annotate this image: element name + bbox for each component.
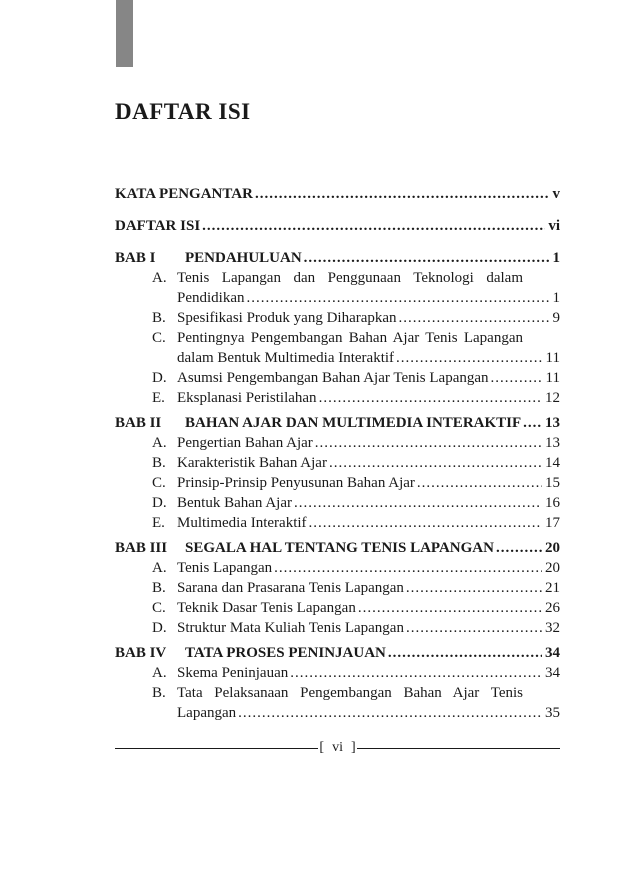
chapter-heading: [115, 248, 560, 268]
accent-bar: [116, 0, 133, 67]
dot-leader: [329, 453, 542, 473]
item-letter: A.: [152, 560, 167, 576]
item-last-line: [177, 288, 560, 308]
toc-sub-item: [115, 683, 560, 723]
item-content: [177, 493, 560, 513]
chapter-title: TATA PROSES PENINJAUAN: [185, 645, 386, 661]
dot-leader: [388, 643, 542, 663]
chapter-heading: [115, 538, 560, 558]
toc-sub-item: [115, 493, 560, 513]
item-letter: C.: [152, 600, 166, 616]
item-content: [177, 663, 560, 683]
page-number: 20: [545, 540, 560, 556]
page-number: 14: [545, 455, 560, 471]
dot-leader: [294, 493, 542, 513]
dot-leader: [399, 308, 550, 328]
item-letter: D.: [152, 620, 167, 636]
toc: [115, 184, 560, 723]
item-last-line: [177, 558, 560, 578]
page-number: 34: [545, 645, 560, 661]
item-last-line: [177, 433, 560, 453]
item-wrap-line: Pentingnya Pengembangan Bahan Ajar Tenis Lapangan: [177, 330, 523, 346]
item-text: Multimedia Interaktif: [177, 515, 307, 531]
toc-sub-item: [115, 268, 560, 308]
page-number: 35: [545, 705, 560, 721]
chapter-title-row: [185, 413, 560, 433]
item-wrap-line: Tenis Lapangan dan Penggunaan Teknologi dalam: [177, 270, 523, 286]
item-text: Struktur Mata Kuliah Tenis Lapangan: [177, 620, 404, 636]
item-content: [177, 473, 560, 493]
toc-sub-item: [115, 513, 560, 533]
item-text: Prinsip-Prinsip Penyusunan Bahan Ajar: [177, 475, 415, 491]
toc-sub-item: [115, 453, 560, 473]
footer-page-number: vi: [332, 740, 343, 755]
item-last-line: [177, 703, 560, 723]
item-letter: E.: [152, 515, 165, 531]
dot-leader: [417, 473, 542, 493]
item-letter: B.: [152, 685, 166, 701]
footer-rule-right: [357, 748, 560, 749]
item-wrap-line: Tata Pelaksanaan Pengembangan Bahan Ajar Tenis: [177, 685, 523, 701]
toc-chapter: [115, 248, 560, 408]
chapter-label: BAB I: [115, 250, 156, 266]
toc-entry-front: [115, 184, 560, 204]
item-letter: E.: [152, 390, 165, 406]
page-number: 34: [545, 665, 560, 681]
toc-sub-item: [115, 388, 560, 408]
toc-chapter: [115, 538, 560, 638]
page-number: 12: [545, 390, 560, 406]
item-letter: B.: [152, 455, 166, 471]
page-number: 26: [545, 600, 560, 616]
page-number: 21: [545, 580, 560, 596]
toc-sub-item: [115, 368, 560, 388]
item-content: [177, 513, 560, 533]
chapter-title-row: [185, 538, 560, 558]
item-content: [177, 328, 560, 368]
dot-leader: [274, 558, 542, 578]
item-letter: C.: [152, 330, 166, 346]
item-text: Skema Peninjauan: [177, 665, 289, 681]
item-last-line: [177, 578, 560, 598]
chapter-label: BAB II: [115, 415, 162, 431]
dot-leader: [358, 598, 542, 618]
item-content: [177, 433, 560, 453]
dot-leader: [406, 578, 542, 598]
toc-chapter: [115, 413, 560, 533]
toc-sub-item: [115, 663, 560, 683]
page-number: 13: [545, 435, 560, 451]
item-letter: A.: [152, 270, 167, 286]
toc-sub-item: [115, 558, 560, 578]
item-last-line: [177, 348, 560, 368]
item-text: Sarana dan Prasarana Tenis Lapangan: [177, 580, 404, 596]
page-number: 9: [552, 310, 560, 326]
dot-leader: [523, 413, 542, 433]
item-last-line: [177, 473, 560, 493]
item-last-line: [177, 618, 560, 638]
item-text: Pendidikan: [177, 290, 245, 306]
item-text: Karakteristik Bahan Ajar: [177, 455, 327, 471]
item-text: Pengertian Bahan Ajar: [177, 435, 313, 451]
item-content: [177, 578, 560, 598]
page-number: 11: [545, 370, 560, 386]
footer-bracket-left: [: [319, 740, 325, 755]
item-text: Spesifikasi Produk yang Diharapkan: [177, 310, 397, 326]
dot-leader: [396, 348, 543, 368]
toc-sub-item: [115, 473, 560, 493]
item-text: Teknik Dasar Tenis Lapangan: [177, 600, 356, 616]
page-number: 15: [545, 475, 560, 491]
chapter-title-row: [185, 248, 560, 268]
chapter-label: BAB III: [115, 540, 168, 556]
toc-sub-item: [115, 578, 560, 598]
toc-sub-item: [115, 433, 560, 453]
page-number: 16: [545, 495, 560, 511]
item-text: Eksplanasi Peristilahan: [177, 390, 317, 406]
item-content: [177, 598, 560, 618]
footer-bracket-right: ]: [350, 740, 356, 755]
chapter-heading: [115, 643, 560, 663]
item-last-line: [177, 308, 560, 328]
item-text: Bentuk Bahan Ajar: [177, 495, 292, 511]
toc-sub-item: [115, 598, 560, 618]
item-letter: B.: [152, 580, 166, 596]
dot-leader: [255, 184, 550, 204]
toc-chapter: [115, 643, 560, 723]
item-letter: C.: [152, 475, 166, 491]
footer: [115, 740, 560, 756]
item-text: dalam Bentuk Multimedia Interaktif: [177, 350, 395, 366]
dot-leader: [319, 388, 542, 408]
page-number: 32: [545, 620, 560, 636]
page-number: v: [552, 186, 560, 202]
page-number: 1: [552, 290, 560, 306]
dot-leader: [406, 618, 542, 638]
item-text: Asumsi Pengembangan Bahan Ajar Tenis Lapangan: [177, 370, 489, 386]
dot-leader: [491, 368, 543, 388]
item-letter: A.: [152, 665, 167, 681]
item-last-line: [177, 493, 560, 513]
item-content: [177, 558, 560, 578]
toc-sub-item: [115, 618, 560, 638]
toc-entry-front: [115, 216, 560, 236]
item-text: Lapangan: [177, 705, 237, 721]
dot-leader: [247, 288, 550, 308]
dot-leader: [496, 538, 542, 558]
toc-sub-item: [115, 328, 560, 368]
item-text: Tenis Lapangan: [177, 560, 273, 576]
item-last-line: [177, 598, 560, 618]
item-letter: B.: [152, 310, 166, 326]
page-title: DAFTAR ISI: [115, 99, 251, 125]
dot-leader: [315, 433, 542, 453]
item-letter: A.: [152, 435, 167, 451]
item-last-line: [177, 388, 560, 408]
item-content: [177, 618, 560, 638]
item-last-line: [177, 453, 560, 473]
chapter-title-row: [185, 643, 560, 663]
item-content: [177, 368, 560, 388]
item-content: [177, 683, 560, 723]
item-content: [177, 453, 560, 473]
toc-entry-label: KATA PENGANTAR: [115, 186, 253, 202]
footer-rule-left: [115, 748, 318, 749]
page-number: 13: [545, 415, 560, 431]
item-letter: D.: [152, 495, 167, 511]
dot-leader: [238, 703, 542, 723]
page-number: vi: [548, 218, 560, 234]
toc-sub-item: [115, 308, 560, 328]
dot-leader: [202, 216, 545, 236]
chapter-heading: [115, 413, 560, 433]
item-last-line: [177, 513, 560, 533]
dot-leader: [304, 248, 550, 268]
item-content: [177, 388, 560, 408]
page-number: 1: [552, 250, 560, 266]
toc-entry-label: DAFTAR ISI: [115, 218, 201, 234]
page-number: 11: [545, 350, 560, 366]
item-last-line: [177, 368, 560, 388]
item-content: [177, 268, 560, 308]
item-letter: D.: [152, 370, 167, 386]
chapter-title: BAHAN AJAR DAN MULTIMEDIA INTERAKTIF: [185, 415, 522, 431]
item-last-line: [177, 663, 560, 683]
chapter-label: BAB IV: [115, 645, 167, 661]
dot-leader: [290, 663, 542, 683]
dot-leader: [309, 513, 542, 533]
item-content: [177, 308, 560, 328]
chapter-title: PENDAHULUAN: [185, 250, 302, 266]
chapter-title: SEGALA HAL TENTANG TENIS LAPANGAN: [185, 540, 494, 556]
page-number: 17: [545, 515, 560, 531]
page-number: 20: [545, 560, 560, 576]
